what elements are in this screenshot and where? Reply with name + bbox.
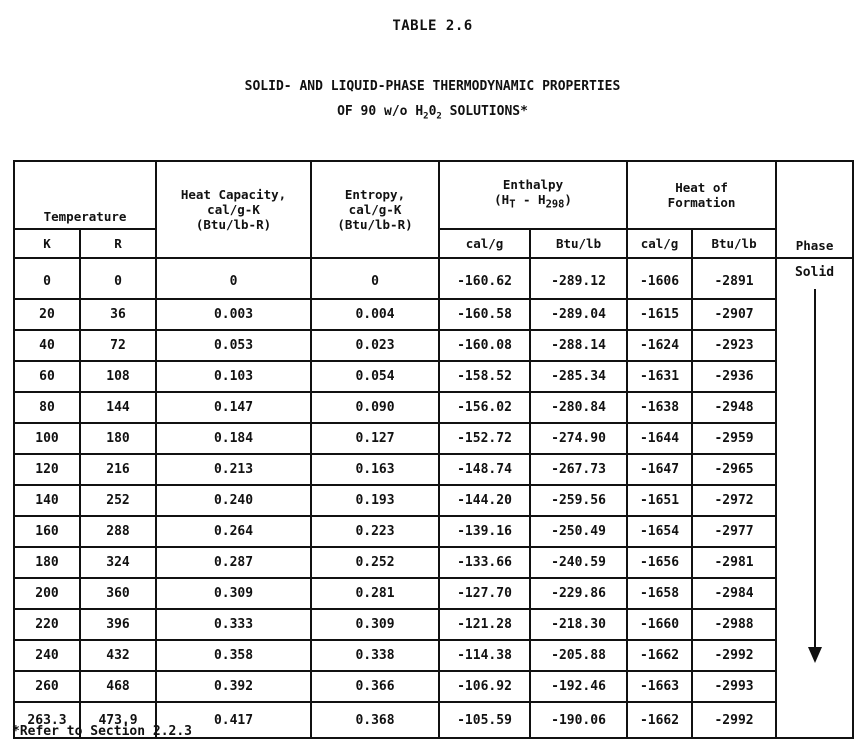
- cell-hf-calg: -1663: [627, 671, 692, 702]
- phase-label: Solid: [794, 265, 835, 280]
- cell-hf-calg: -1660: [627, 609, 692, 640]
- cell-k: 200: [14, 578, 80, 609]
- cell-h-btulb: -240.59: [530, 547, 627, 578]
- cell-r: 72: [80, 330, 156, 361]
- header-temp-k: K: [14, 229, 80, 258]
- cell-hf-calg: -1606: [627, 258, 692, 299]
- header-hf-calg: cal/g: [627, 229, 692, 258]
- table-row: [14, 392, 853, 423]
- cell-h-calg: -156.02: [439, 392, 530, 423]
- cell-hf-calg: -1654: [627, 516, 692, 547]
- table-row: [14, 578, 853, 609]
- table-row: [14, 640, 853, 671]
- cell-k: 0: [14, 258, 80, 299]
- cell-h-calg: -160.58: [439, 299, 530, 330]
- down-arrow-icon: [814, 289, 816, 661]
- cell-cp: 0.417: [156, 702, 311, 738]
- cell-h-btulb: -205.88: [530, 640, 627, 671]
- cell-r: 396: [80, 609, 156, 640]
- cell-h-calg: -148.74: [439, 454, 530, 485]
- cell-cp: 0.184: [156, 423, 311, 454]
- cell-cp: 0.309: [156, 578, 311, 609]
- cell-cp: 0.358: [156, 640, 311, 671]
- cell-hf-calg: -1647: [627, 454, 692, 485]
- cell-h-calg: -106.92: [439, 671, 530, 702]
- cell-r: 252: [80, 485, 156, 516]
- cell-hf-btulb: -2891: [692, 258, 776, 299]
- cell-k: 240: [14, 640, 80, 671]
- cell-cp: 0.264: [156, 516, 311, 547]
- cell-h-calg: -158.52: [439, 361, 530, 392]
- cell-r: 360: [80, 578, 156, 609]
- header-hf-l1: Heat of: [675, 180, 728, 195]
- cell-h-btulb: -285.34: [530, 361, 627, 392]
- cell-cp: 0.392: [156, 671, 311, 702]
- table-title: TABLE 2.6: [392, 18, 473, 34]
- cell-hf-btulb: -2988: [692, 609, 776, 640]
- cell-hf-btulb: -2993: [692, 671, 776, 702]
- subtitle-mid: 0: [428, 104, 437, 119]
- cell-phase: [776, 258, 853, 738]
- cell-h-calg: -160.08: [439, 330, 530, 361]
- cell-h-calg: -133.66: [439, 547, 530, 578]
- cell-s: 0.338: [311, 640, 439, 671]
- cell-r: 288: [80, 516, 156, 547]
- cell-h-btulb: -289.04: [530, 299, 627, 330]
- cell-cp: 0.147: [156, 392, 311, 423]
- cell-h-btulb: -192.46: [530, 671, 627, 702]
- footnote: *Refer to Section 2.2.3: [12, 724, 193, 739]
- header-entropy-l1: Entropy,: [344, 187, 406, 202]
- cell-cp: 0.053: [156, 330, 311, 361]
- cell-s: 0.368: [311, 702, 439, 738]
- cell-h-calg: -139.16: [439, 516, 530, 547]
- header-entropy: [311, 161, 439, 258]
- cell-h-calg: -121.28: [439, 609, 530, 640]
- cell-h-btulb: -250.49: [530, 516, 627, 547]
- cell-cp: 0.003: [156, 299, 311, 330]
- cell-hf-btulb: -2984: [692, 578, 776, 609]
- cell-hf-calg: -1638: [627, 392, 692, 423]
- cell-hf-btulb: -2948: [692, 392, 776, 423]
- cell-r: 144: [80, 392, 156, 423]
- header-temperature: Temperature: [14, 161, 156, 229]
- header-temp-r: R: [80, 229, 156, 258]
- subtitle-suffix: SOLUTIONS*: [441, 104, 528, 119]
- table-row: [14, 454, 853, 485]
- cell-h-calg: -114.38: [439, 640, 530, 671]
- cell-r: 216: [80, 454, 156, 485]
- cell-h-calg: -160.62: [439, 258, 530, 299]
- cell-cp: 0: [156, 258, 311, 299]
- cell-s: 0.004: [311, 299, 439, 330]
- cell-cp: 0.213: [156, 454, 311, 485]
- cell-r: 432: [80, 640, 156, 671]
- cell-s: 0.054: [311, 361, 439, 392]
- cell-s: 0: [311, 258, 439, 299]
- cell-r: 0: [80, 258, 156, 299]
- cell-s: 0.193: [311, 485, 439, 516]
- cell-r: 468: [80, 671, 156, 702]
- cell-k: 100: [14, 423, 80, 454]
- table-row: [14, 258, 853, 299]
- cell-hf-calg: -1662: [627, 702, 692, 738]
- table-row: [14, 671, 853, 702]
- cell-h-btulb: -288.14: [530, 330, 627, 361]
- cell-k: 60: [14, 361, 80, 392]
- cell-h-btulb: -218.30: [530, 609, 627, 640]
- cell-k: 80: [14, 392, 80, 423]
- header-heat-capacity: [156, 161, 311, 258]
- header-hf-l2: Formation: [667, 195, 736, 210]
- table-body: [14, 258, 853, 738]
- cell-s: 0.223: [311, 516, 439, 547]
- table-row: [14, 485, 853, 516]
- cell-hf-btulb: -2959: [692, 423, 776, 454]
- header-heat-capacity-l1: Heat Capacity,: [180, 187, 287, 202]
- cell-s: 0.309: [311, 609, 439, 640]
- cell-h-btulb: -280.84: [530, 392, 627, 423]
- cell-hf-calg: -1658: [627, 578, 692, 609]
- cell-k: 220: [14, 609, 80, 640]
- cell-hf-btulb: -2992: [692, 702, 776, 738]
- cell-k: 40: [14, 330, 80, 361]
- subtitle-prefix: OF 90 w/o H: [337, 104, 424, 119]
- cell-s: 0.252: [311, 547, 439, 578]
- header-entropy-l2: cal/g-K: [348, 202, 402, 217]
- cell-k: 140: [14, 485, 80, 516]
- cell-hf-btulb: -2992: [692, 640, 776, 671]
- header-heat-capacity-l2: cal/g-K: [207, 202, 260, 217]
- cell-hf-calg: -1624: [627, 330, 692, 361]
- cell-h-calg: -152.72: [439, 423, 530, 454]
- table-row: [14, 330, 853, 361]
- cell-cp: 0.333: [156, 609, 311, 640]
- cell-h-calg: -127.70: [439, 578, 530, 609]
- header-heat-of-formation: [627, 161, 776, 229]
- table-row: [14, 361, 853, 392]
- subtitle-subscript-2: 2: [436, 111, 442, 122]
- cell-k: 263.3: [14, 702, 80, 738]
- cell-r: 180: [80, 423, 156, 454]
- cell-s: 0.163: [311, 454, 439, 485]
- header-hf-btulb: Btu/lb: [692, 229, 776, 258]
- cell-hf-calg: -1651: [627, 485, 692, 516]
- cell-h-btulb: -267.73: [530, 454, 627, 485]
- cell-k: 160: [14, 516, 80, 547]
- cell-s: 0.023: [311, 330, 439, 361]
- cell-s: 0.281: [311, 578, 439, 609]
- cell-s: 0.366: [311, 671, 439, 702]
- cell-k: 260: [14, 671, 80, 702]
- cell-hf-calg: -1631: [627, 361, 692, 392]
- cell-h-btulb: -274.90: [530, 423, 627, 454]
- cell-hf-calg: -1644: [627, 423, 692, 454]
- cell-r: 324: [80, 547, 156, 578]
- table-subtitle-line2: [0, 104, 865, 122]
- cell-h-btulb: -229.86: [530, 578, 627, 609]
- cell-hf-btulb: -2936: [692, 361, 776, 392]
- cell-cp: 0.103: [156, 361, 311, 392]
- cell-k: 120: [14, 454, 80, 485]
- cell-hf-btulb: -2981: [692, 547, 776, 578]
- table-row: [14, 547, 853, 578]
- header-enthalpy-l2: $(H_T - H_{298})$: [494, 192, 572, 211]
- cell-h-calg: -105.59: [439, 702, 530, 738]
- cell-h-calg: -144.20: [439, 485, 530, 516]
- header-heat-capacity-l3: (Btu/lb-R): [195, 217, 272, 232]
- cell-hf-calg: -1662: [627, 640, 692, 671]
- table-row: [14, 516, 853, 547]
- table-subtitle-line1: SOLID- AND LIQUID-PHASE THERMODYNAMIC PROPERTIES: [244, 79, 621, 94]
- cell-hf-btulb: -2977: [692, 516, 776, 547]
- subtitle-subscript-1: 2: [423, 111, 429, 122]
- table-row: [14, 423, 853, 454]
- cell-r: 36: [80, 299, 156, 330]
- cell-k: 20: [14, 299, 80, 330]
- cell-s: 0.127: [311, 423, 439, 454]
- cell-hf-calg: -1615: [627, 299, 692, 330]
- cell-hf-btulb: -2923: [692, 330, 776, 361]
- header-enthalpy-calg: cal/g: [439, 229, 530, 258]
- cell-h-btulb: -259.56: [530, 485, 627, 516]
- table-row: [14, 299, 853, 330]
- cell-hf-btulb: -2965: [692, 454, 776, 485]
- cell-hf-btulb: -2907: [692, 299, 776, 330]
- thermo-properties-table: [13, 160, 854, 739]
- cell-s: 0.090: [311, 392, 439, 423]
- cell-h-btulb: -190.06: [530, 702, 627, 738]
- header-enthalpy-btulb: Btu/lb: [530, 229, 627, 258]
- cell-hf-calg: -1656: [627, 547, 692, 578]
- cell-h-btulb: -289.12: [530, 258, 627, 299]
- header-phase: Phase: [776, 161, 853, 258]
- cell-r: 108: [80, 361, 156, 392]
- cell-hf-btulb: -2972: [692, 485, 776, 516]
- table-row: [14, 609, 853, 640]
- cell-k: 180: [14, 547, 80, 578]
- header-enthalpy: [439, 161, 627, 229]
- cell-cp: 0.287: [156, 547, 311, 578]
- header-enthalpy-l1: Enthalpy: [502, 177, 564, 193]
- header-entropy-l3: (Btu/lb-R): [337, 217, 413, 232]
- cell-r: 473.9: [80, 702, 156, 738]
- cell-cp: 0.240: [156, 485, 311, 516]
